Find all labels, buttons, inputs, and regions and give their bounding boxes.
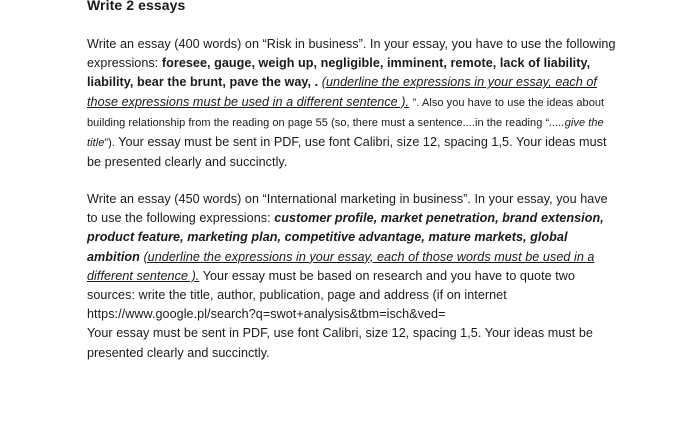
page-title: Write 2 essays — [87, 0, 186, 13]
essay-2-underline-instruction: (underline the expressions in your essay, each of those words must be used in a different sentence ). — [87, 249, 595, 283]
essay-2-intro: Write an essay (450 words) on “International marketing in business”. In your essay, you have to use the following expressions: — [87, 192, 608, 226]
essay-2-expressions: customer profile, market penetration, brand extension, product feature, marketing plan, competitive advantage, mature markets, global ambition — [87, 211, 604, 264]
essay-1-expressions: foresee, gauge, weigh up, negligible, imminent, remote, lack of liability, liability, bear the brunt, pave the way, . — [87, 56, 591, 90]
essay-1-reading-note-end: ”). — [104, 137, 115, 150]
essay-1-intro: Write an essay (400 words) on “Risk in business”. In your essay, you have to use the following expressions: — [87, 37, 616, 71]
essay-2-format-requirements: Your essay must be sent in PDF, use font Calibri, size 12, spacing 1,5. Your ideas must be presented clearly and succinctly. — [87, 326, 593, 360]
essay-2-research-requirements: Your essay must be based on research and you have to quote two sources: write the title, author, publication, page and address (if on internet https://www.google.pl/search?q=swot+analysis&tbm=isch&ved= — [87, 268, 575, 322]
essay-1-paragraph — [87, 35, 617, 172]
essay-2-paragraph — [87, 190, 617, 363]
essay-1-format-requirements: Your essay must be sent in PDF, use font Calibri, size 12, spacing 1,5. Your ideas must be presented clearly and succinctly. — [87, 135, 607, 170]
essay-1-underline-instruction: (underline the expressions in your essay, each of those expressions must be used in a different sentence ). — [87, 75, 597, 109]
essay-1-reading-note: ”. Also you have to use the ideas about building relationship from the reading on page 55 (so, there must a sentence....in the reading “ — [87, 96, 605, 129]
essay-1-reading-title-hint: .....give the title — [87, 116, 604, 150]
